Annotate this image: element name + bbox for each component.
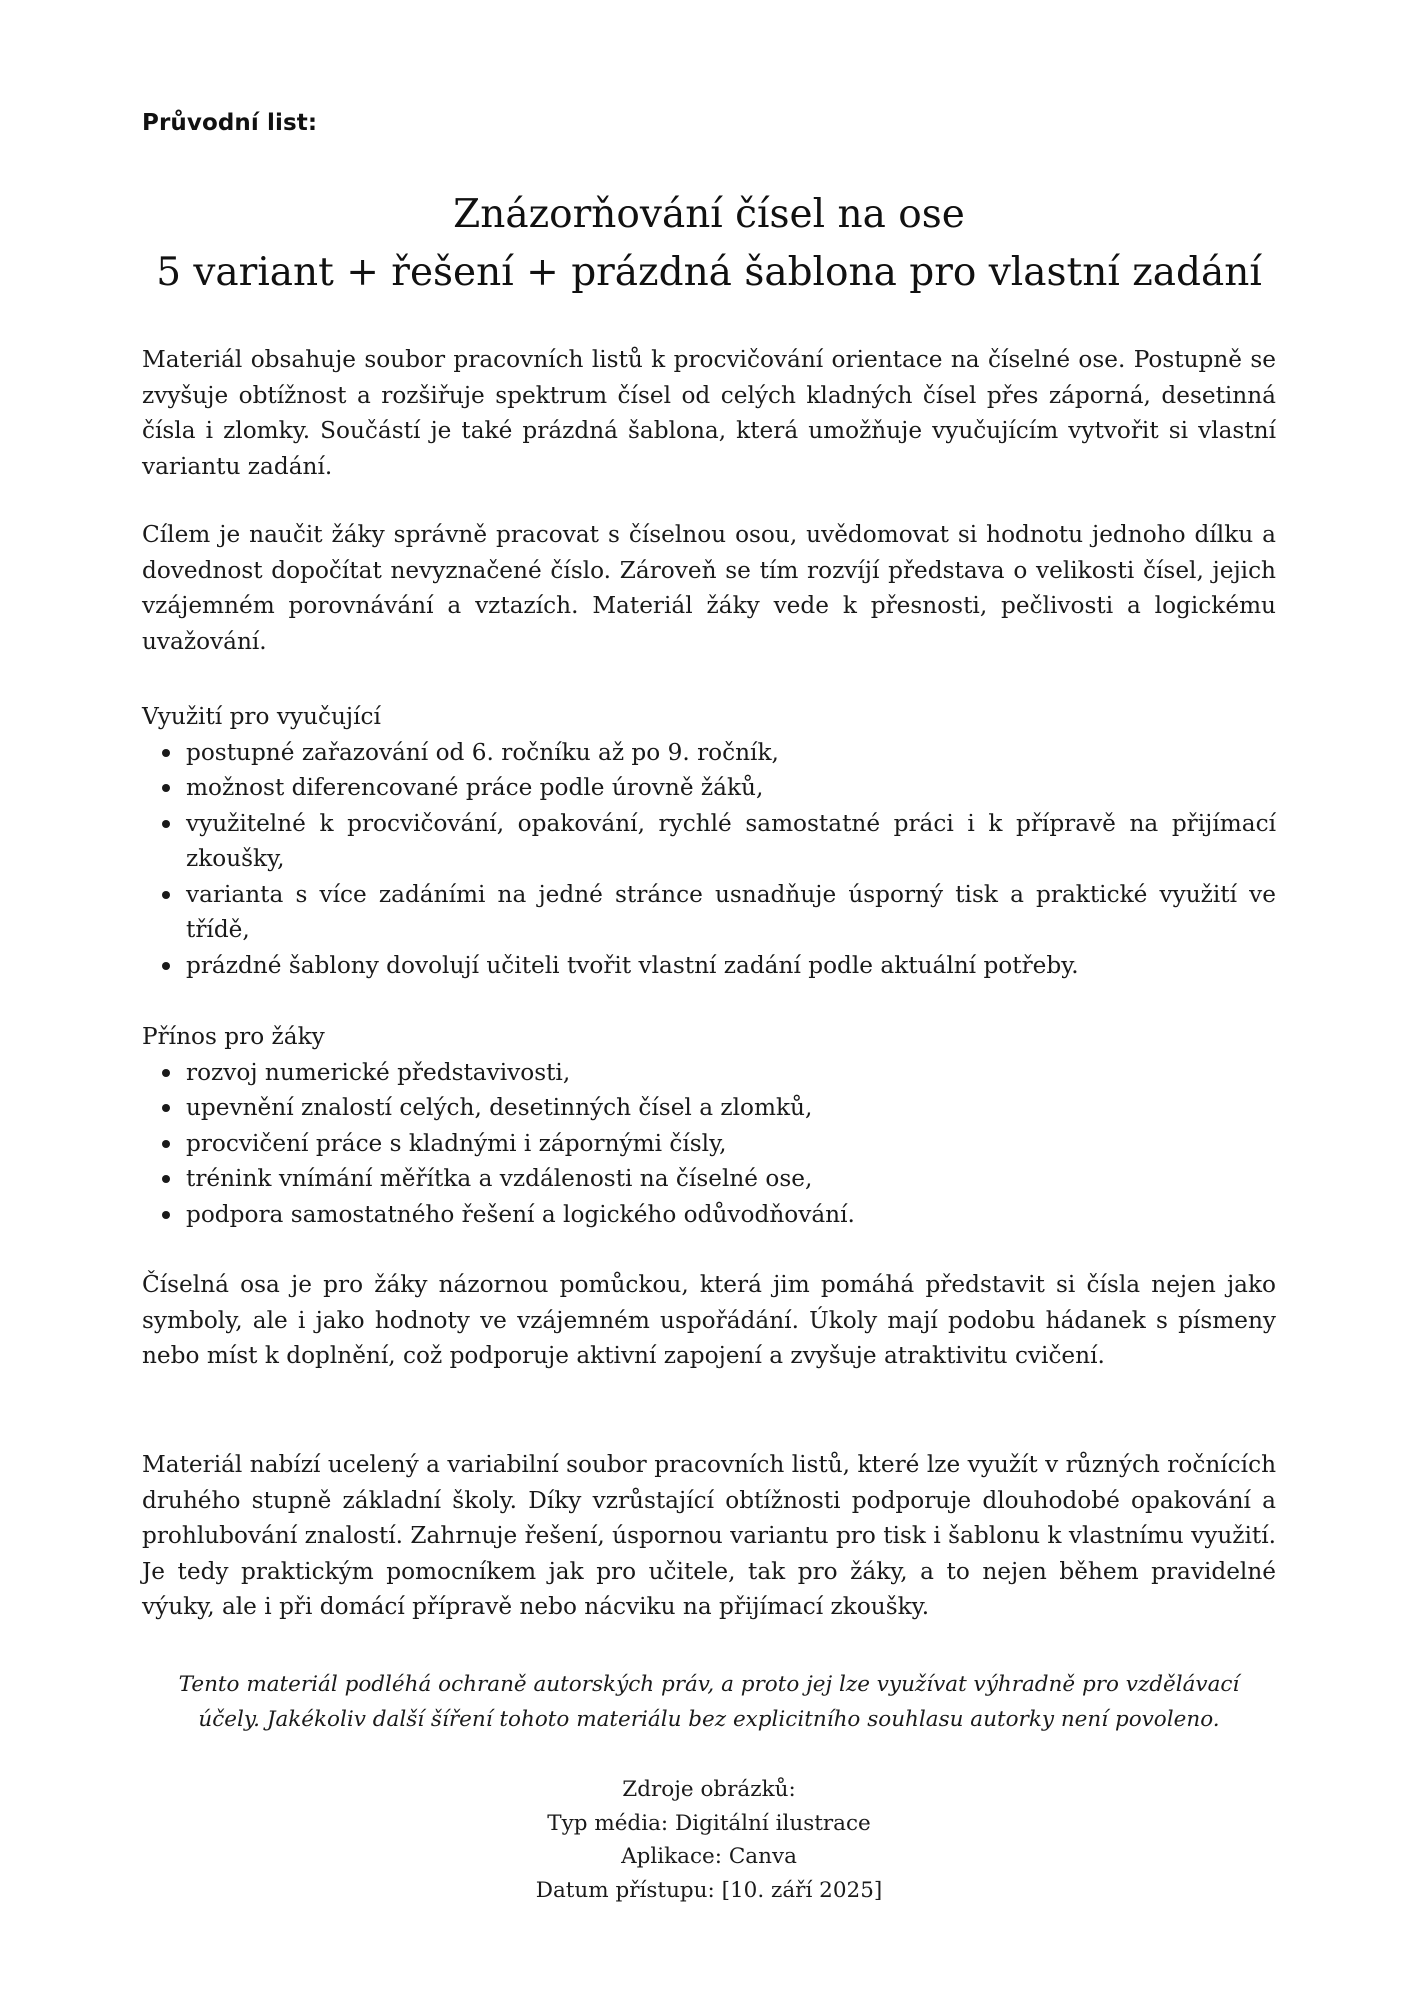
document-label: Průvodní list: <box>142 110 318 136</box>
list-item <box>186 877 1276 948</box>
list-item <box>186 1090 1276 1126</box>
list-item <box>186 1126 1276 1162</box>
list-item-text: postupné zařazování od 6. ročníku až po 9. ročník, <box>186 738 779 766</box>
document-title <box>142 186 1276 302</box>
section-heading: Přínos pro žáky <box>142 1023 325 1050</box>
list-item-text: podpora samostatného řešení a logického odůvodňování. <box>186 1200 855 1228</box>
copyright-line-1: Tento materiál podléhá ochraně autorských práv, a proto jej lze využívat výhradně pro vzdělávací <box>178 1672 1240 1697</box>
bullet-icon <box>162 749 170 757</box>
bullet-icon <box>162 962 170 970</box>
list-item <box>186 1055 1276 1091</box>
bullet-icon <box>162 1069 170 1077</box>
bullet-icon <box>162 1211 170 1219</box>
list-item <box>186 948 1276 984</box>
title-line-1: Znázorňování čísel na ose <box>453 192 965 237</box>
section-heading: Využití pro vyučující <box>142 703 381 730</box>
student-benefits-section <box>142 1019 1276 1232</box>
list-item-text: varianta s více zadáními na jedné stránce usnadňuje úsporný tisk a praktické využití ve třídě, <box>186 880 1276 943</box>
bullet-icon <box>162 784 170 792</box>
intro-paragraph: Materiál obsahuje soubor pracovních listů k procvičování orientace na číselné ose. Postupně se zvyšuje obtížnost a rozšiřuje spektrum čísel od celých kladných čísel přes záporná, desetinná čísla i zlomky. Součástí je také prázdná šablona, která umožňuje vyučujícím vytvořit si vlastní variantu zadání. <box>142 346 1276 480</box>
sources-access-date: Datum přístupu: [10. září 2025] <box>535 1877 883 1903</box>
bullet-icon <box>162 1104 170 1112</box>
sources-heading: Zdroje obrázků: <box>622 1777 796 1802</box>
summary-paragraph: Materiál nabízí ucelený a variabilní soubor pracovních listů, které lze využít v různých ročnících druhého stupně základní školy. Díky vzrůstající obtížnosti podporuje dlouhodobé opakování a prohlubování znalostí. Zahrnuje řešení, úspornou variantu pro tisk i šablonu k vlastnímu využití. Je tedy praktickým pomocníkem jak pro učitele, tak pro žáky, a to nejen během pravidelné výuky, ale i při domácí přípravě nebo nácviku na přijímací zkoušky. <box>142 1451 1276 1620</box>
bullet-icon <box>162 891 170 899</box>
bullet-icon <box>162 820 170 828</box>
goal-paragraph: Cílem je naučit žáky správně pracovat s číselnou osou, uvědomovat si hodnotu jednoho dílku a dovednost dopočítat nevyznačené číslo. Zároveň se tím rozvíjí představa o velikosti čísel, jejich vzájemném porovnávání a vztazích. Materiál žáky vede k přesnosti, pečlivosti a logickému uvažování. <box>142 521 1276 655</box>
sources-media-type: Typ média: Digitální ilustrace <box>547 1810 871 1836</box>
list-item-text: upevnění znalostí celých, desetinných čísel a zlomků, <box>186 1094 813 1121</box>
student-benefits-list <box>142 1055 1276 1233</box>
teacher-use-section <box>142 699 1276 983</box>
bullet-icon <box>162 1175 170 1183</box>
title-line-2: 5 variant + řešení + prázdná šablona pro vlastní zadání <box>156 250 1262 295</box>
list-item-text: rozvoj numerické představivosti, <box>186 1058 571 1086</box>
teacher-use-list <box>142 735 1276 984</box>
list-item <box>186 1161 1276 1197</box>
list-item <box>186 806 1276 877</box>
list-item-text: možnost diferencované práce podle úrovně žáků, <box>186 774 764 801</box>
list-item <box>186 735 1276 771</box>
bullet-icon <box>162 1140 170 1148</box>
copyright-line-2: účely. Jakékoliv další šíření tohoto materiálu bez explicitního souhlasu autorky není povoleno. <box>198 1707 1220 1732</box>
list-item <box>186 770 1276 806</box>
sources-application: Aplikace: Canva <box>621 1844 797 1869</box>
list-item-text: trénink vnímání měřítka a vzdálenosti na číselné ose, <box>186 1165 813 1192</box>
copyright-notice <box>142 1667 1276 1737</box>
image-sources <box>142 1773 1276 1907</box>
list-item-text: procvičení práce s kladnými i zápornými čísly, <box>186 1129 727 1157</box>
list-item-text: prázdné šablony dovolují učiteli tvořit vlastní zadání podle aktuální potřeby. <box>186 951 1079 979</box>
number-line-paragraph: Číselná osa je pro žáky názornou pomůckou, která jim pomáhá představit si čísla nejen jako symboly, ale i jako hodnoty ve vzájemném uspořádání. Úkoly mají podobu hádanek s písmeny nebo míst k doplnění, což podporuje aktivní zapojení a zvyšuje atraktivitu cvičení. <box>142 1271 1276 1369</box>
list-item <box>186 1197 1276 1233</box>
list-item-text: využitelné k procvičování, opakování, rychlé samostatné práci i k přípravě na přijímací zkoušky, <box>186 809 1276 872</box>
